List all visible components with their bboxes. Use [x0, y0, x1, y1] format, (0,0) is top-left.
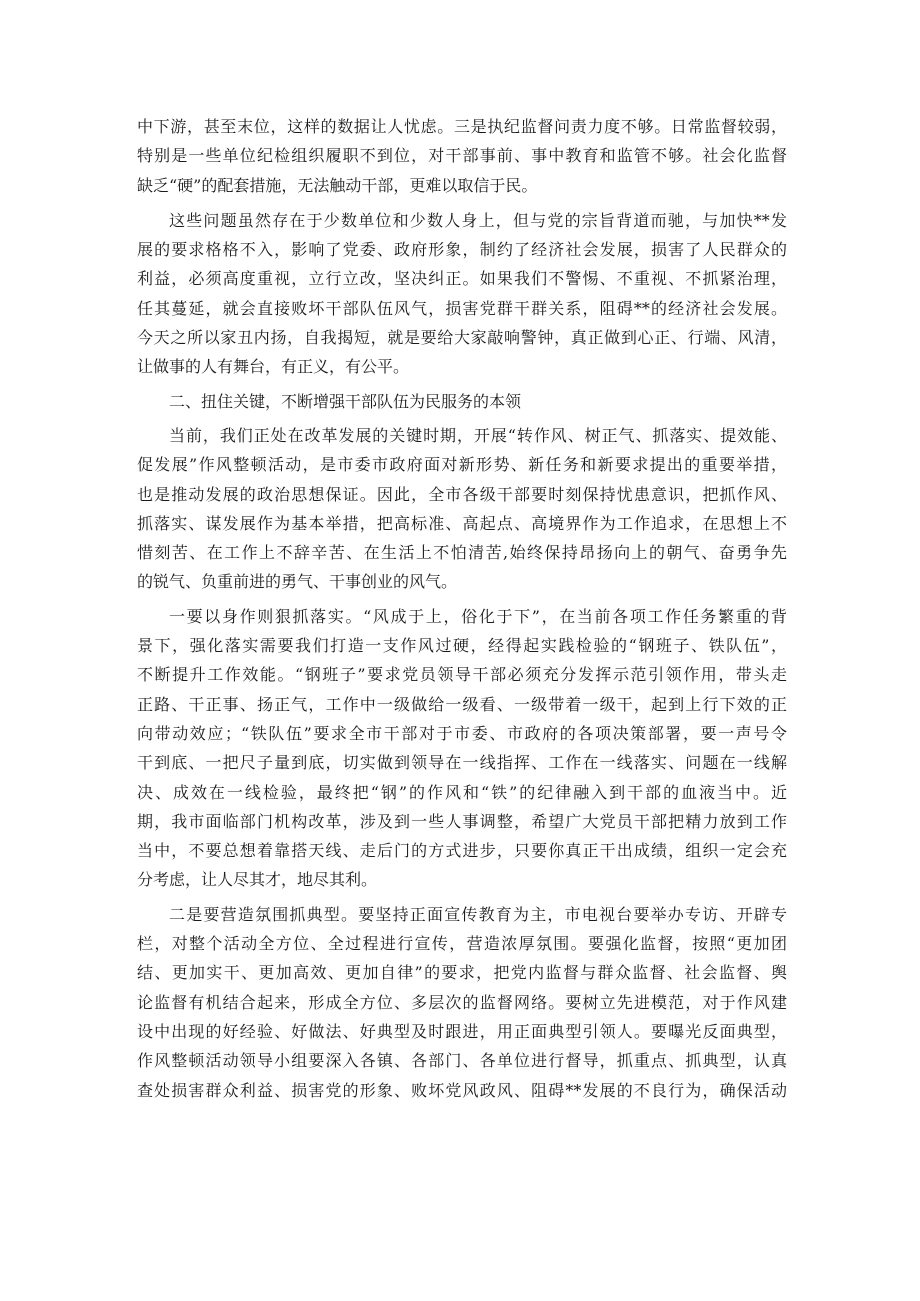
document-page	[137, 112, 787, 1110]
paragraph-3	[137, 421, 787, 597]
text-line: 的锐气、负重前进的勇气、干事创业的风气。	[137, 572, 458, 592]
paragraph-1	[137, 112, 787, 200]
text-line: 特别是一些单位纪检组织履职不到位，对干部事前、事中教育和监管不够。社会化监督	[137, 146, 787, 166]
text-line: 让做事的人有舞台，有正义，有公平。	[137, 357, 410, 377]
text-line: 也是推动发展的政治思想保证。因此，全市各级干部要时刻保持忧患意识，把抓作风、	[137, 484, 787, 504]
text-line: 结、更加实干、更加高效、更加自律”的要求，把党内监督与群众监督、社会监督、舆	[137, 963, 787, 983]
text-line: 中下游，甚至末位，这样的数据让人忧虑。三是执纪监督问责力度不够。日常监督较弱，	[137, 117, 787, 136]
text-line: 当中，不要总想着靠搭天线、走后门的方式进步，只要你真正干出成绩，组织一定会充	[137, 841, 787, 861]
text-line: 作风整顿活动领导小组要深入各镇、各部门、各单位进行督导，抓重点、抓典型，认真	[137, 1051, 787, 1071]
section-heading-text: 二、扭住关键，不断增强干部队伍为民服务的本领	[169, 391, 522, 411]
text-line: 查处损害群众利益、损害党的形象、败坏党风政风、阻碍**发展的不良行为，确保活动	[137, 1080, 787, 1100]
text-line: 惜刻苦、在工作上不辞辛苦、在生活上不怕清苦,始终保持昂扬向上的朝气、奋勇争先	[137, 543, 787, 563]
text-line: 不断提升工作效能。“钢班子”要求党员领导干部必须充分发挥示范引领作用，带头走	[137, 665, 787, 685]
text-line: 今天之所以家丑内扬，自我揭短，就是要给大家敲响警钟，真正做到心正、行端、风清，	[137, 328, 787, 348]
paragraph-2	[137, 206, 787, 382]
text-line: 正路、干正事、扬正气，工作中一级做给一级看、一级带着一级干，起到上行下效的正	[137, 694, 787, 714]
text-line: 利益，必须高度重视，立行立改，坚决纠正。如果我们不警惕、不重视、不抓紧治理，	[137, 269, 787, 289]
text-line: 抓落实、谋发展作为基本举措，把高标准、高起点、高境界作为工作追求，在思想上不	[137, 513, 787, 533]
text-line: 设中出现的好经验、好做法、好典型及时跟进，用正面典型引领人。要曝光反面典型，	[137, 1021, 787, 1041]
paragraph-5	[137, 900, 787, 1105]
text-line: 分考虑，让人尽其才，地尽其利。	[137, 870, 378, 890]
text-line: 缺乏“硬”的配套措施，无法触动干部，更难以取信于民。	[137, 175, 538, 195]
text-line: 栏，对整个活动全方位、全过程进行宣传，营造浓厚氛围。要强化监督，按照“更加团	[137, 934, 787, 954]
text-line: 干到底、一把尺子量到底，切实做到领导在一线指挥、工作在一线落实、问题在一线解	[137, 753, 787, 773]
text-line: 论监督有机结合起来，形成全方位、多层次的监督网络。要树立先进模范，对于作风建	[137, 992, 787, 1012]
text-line: 向带动效应；“铁队伍”要求全市干部对于市委、市政府的各项决策部署，要一声号令	[137, 723, 787, 743]
text-line: 决、成效在一线检验，最终把“钢”的作风和“铁”的纪律融入到干部的血液当中。近	[137, 782, 787, 802]
text-line: 景下，强化落实需要我们打造一支作风过硬，经得起实践检验的“钢班子、铁队伍”，	[137, 636, 787, 656]
text-line: 促发展”作风整顿活动，是市委市政府面对新形势、新任务和新要求提出的重要举措，	[137, 455, 787, 475]
text-line: 期，我市面临部门机构改革，涉及到一些人事调整，希望广大党员干部把精力放到工作	[137, 811, 787, 831]
text-line: 二是要营造氛围抓典型。要坚持正面宣传教育为主，市电视台要举办专访、开辟专	[169, 904, 787, 924]
text-line: 一要以身作则狠抓落实。“风成于上，俗化于下”，在当前各项工作任务繁重的背	[169, 606, 787, 626]
text-line: 当前，我们正处在改革发展的关键时期，开展“转作风、树正气、抓落实、提效能、	[169, 425, 787, 445]
text-line: 这些问题虽然存在于少数单位和少数人身上，但与党的宗旨背道而驰，与加快**发	[169, 210, 787, 230]
paragraph-4	[137, 602, 787, 895]
text-line: 展的要求格格不入，影响了党委、政府形象，制约了经济社会发展，损害了人民群众的	[137, 240, 787, 260]
section-heading	[137, 387, 787, 416]
text-line: 任其蔓延，就会直接败坏干部队伍风气，损害党群干群关系，阻碍**的经济社会发展。	[137, 298, 787, 318]
